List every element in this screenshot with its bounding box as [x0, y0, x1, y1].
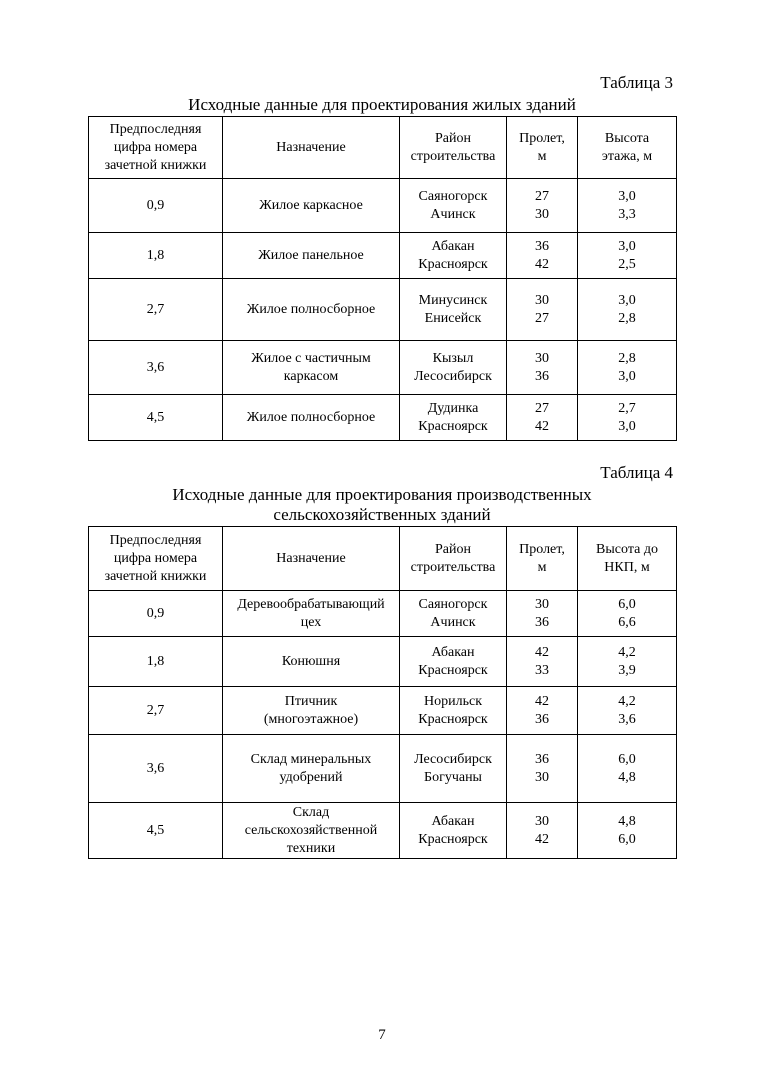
cell-text-line: Красноярск [418, 711, 488, 727]
cell-height [578, 591, 677, 637]
cell-digit: 3,6 [89, 341, 223, 395]
header-purpose [223, 117, 400, 179]
cell-purpose [223, 637, 400, 687]
cell-digit: 4,5 [89, 395, 223, 441]
cell-region [400, 179, 507, 233]
cell-text-line: Саяногорск [418, 596, 488, 612]
cell-text-line: 3,3 [618, 206, 636, 222]
cell-text-line: 36 [535, 711, 549, 727]
cell-purpose [223, 735, 400, 803]
cell-text-line: 3,0 [618, 292, 636, 308]
cell-text-line: Дудинка [427, 400, 479, 416]
cell-height [578, 687, 677, 735]
cell-height [578, 395, 677, 441]
header-height [578, 527, 677, 591]
table-4 [88, 526, 677, 859]
cell-text-line: 36 [535, 751, 549, 767]
cell-text-line: Норильск [424, 693, 482, 709]
cell-text-line: Деревообрабатывающий [237, 596, 385, 612]
cell-text-line: 30 [535, 769, 549, 785]
cell-text-line: 30 [535, 596, 549, 612]
cell-text-line: м [537, 559, 547, 575]
cell-text-line: Красноярск [418, 418, 488, 434]
cell-text-line: 30 [535, 813, 549, 829]
cell-text-line: зачетной книжки [104, 568, 207, 584]
cell-purpose [223, 233, 400, 279]
cell-text-line: 3,0 [618, 418, 636, 434]
cell-span [507, 279, 578, 341]
table-row [89, 687, 677, 735]
cell-text-line: Абакан [431, 644, 475, 660]
cell-text-line: Конюшня [281, 653, 341, 669]
cell-digit: 4,5 [89, 803, 223, 859]
cell-text-line: 3,0 [618, 238, 636, 254]
table-4-caption: Таблица 4 [600, 463, 673, 482]
cell-text-line: Жилое полносборное [246, 409, 376, 425]
table-4-title-line-1: Исходные данные для проектирования производственных [172, 485, 592, 504]
table-row [89, 341, 677, 395]
cell-height [578, 179, 677, 233]
cell-text-line: Лесосибирск [414, 751, 492, 767]
cell-region [400, 591, 507, 637]
header-height [578, 117, 677, 179]
header-region [400, 527, 507, 591]
header-span [507, 117, 578, 179]
cell-span [507, 341, 578, 395]
cell-text-line: Район [435, 130, 471, 146]
cell-text-line: Красноярск [418, 256, 488, 272]
cell-text-line: Ачинск [430, 614, 476, 630]
cell-region [400, 233, 507, 279]
cell-text-line: 3,0 [618, 188, 636, 204]
cell-text-line: м [537, 148, 547, 164]
cell-height [578, 279, 677, 341]
cell-text-line: 2,5 [618, 256, 636, 272]
table-4-header-row [89, 527, 677, 591]
cell-text-line: 4,8 [618, 813, 636, 829]
table-row [89, 803, 677, 859]
cell-span [507, 687, 578, 735]
cell-text-line: Абакан [431, 813, 475, 829]
cell-purpose [223, 179, 400, 233]
cell-span [507, 803, 578, 859]
cell-digit: 2,7 [89, 687, 223, 735]
cell-text-line: каркасом [283, 368, 339, 384]
cell-text-line: Жилое панельное [258, 247, 364, 263]
table-4-title-line-2: сельскохозяйственных зданий [273, 505, 491, 524]
cell-text-line: Енисейск [424, 310, 482, 326]
cell-text-line: Жилое полносборное [246, 301, 376, 317]
cell-text-line: Предпоследняя [109, 532, 202, 548]
cell-text-line: 42 [535, 418, 549, 434]
cell-text-line: Красноярск [418, 662, 488, 678]
cell-text-line: Богучаны [424, 769, 482, 785]
cell-text-line: этажа, м [601, 148, 653, 164]
cell-digit: 0,9 [89, 591, 223, 637]
cell-purpose [223, 279, 400, 341]
cell-span [507, 395, 578, 441]
cell-height [578, 233, 677, 279]
table-row [89, 179, 677, 233]
cell-region [400, 637, 507, 687]
cell-text-line: 42 [535, 256, 549, 272]
cell-digit: 0,9 [89, 179, 223, 233]
cell-text-line: 27 [535, 188, 549, 204]
cell-text-line: Жилое каркасное [259, 197, 363, 213]
cell-text-line: удобрений [279, 769, 343, 785]
cell-text-line: Предпоследняя [109, 121, 202, 137]
cell-text-line: Птичник [284, 693, 338, 709]
cell-text-line: 42 [535, 831, 549, 847]
cell-text-line: 30 [535, 206, 549, 222]
cell-text-line: 2,7 [618, 400, 636, 416]
cell-height [578, 803, 677, 859]
cell-text-line: цифра номера [113, 139, 198, 155]
cell-text-line: 3,6 [618, 711, 636, 727]
cell-text-line: Абакан [431, 238, 475, 254]
cell-text-line: 4,8 [618, 769, 636, 785]
cell-text-line: 36 [535, 368, 549, 384]
cell-text-line: 36 [535, 238, 549, 254]
cell-text-line: цифра номера [113, 550, 198, 566]
cell-text-line: 2,8 [618, 350, 636, 366]
cell-text-line: Высота [604, 130, 650, 146]
cell-text-line: 4,2 [618, 693, 636, 709]
cell-text-line: 36 [535, 614, 549, 630]
cell-digit: 1,8 [89, 233, 223, 279]
page-number: 7 [378, 1027, 386, 1043]
table-row [89, 233, 677, 279]
cell-region [400, 279, 507, 341]
cell-digit: 3,6 [89, 735, 223, 803]
header-span [507, 527, 578, 591]
cell-text-line: 42 [535, 644, 549, 660]
table-3 [88, 116, 677, 441]
cell-purpose [223, 803, 400, 859]
cell-text-line: Высота до [596, 541, 658, 557]
cell-span [507, 233, 578, 279]
cell-height [578, 735, 677, 803]
cell-text-line: НКП, м [604, 559, 650, 575]
cell-text-line: 6,0 [618, 596, 636, 612]
cell-text-line: 2,8 [618, 310, 636, 326]
cell-text-line: 6,0 [618, 831, 636, 847]
cell-text-line: Ачинск [430, 206, 476, 222]
cell-text-line: 30 [535, 292, 549, 308]
cell-text-line: 6,6 [618, 614, 636, 630]
header-purpose [223, 527, 400, 591]
cell-text-line: зачетной книжки [104, 157, 207, 173]
cell-text-line: Пролет, [519, 541, 565, 557]
cell-text-line: Пролет, [519, 130, 565, 146]
cell-text-line: Назначение [276, 139, 346, 155]
header-region [400, 117, 507, 179]
cell-text-line: Склад [292, 804, 330, 820]
cell-purpose [223, 395, 400, 441]
cell-height [578, 637, 677, 687]
cell-digit: 1,8 [89, 637, 223, 687]
cell-height [578, 341, 677, 395]
cell-region [400, 341, 507, 395]
cell-text-line: Саяногорск [418, 188, 488, 204]
cell-text-line: 30 [535, 350, 549, 366]
cell-text-line: Назначение [276, 550, 346, 566]
header-digit [89, 117, 223, 179]
cell-text-line: сельскохозяйственной [244, 822, 378, 838]
cell-text-line: (многоэтажное) [263, 711, 359, 727]
cell-region [400, 687, 507, 735]
table-row [89, 591, 677, 637]
cell-text-line: 33 [535, 662, 549, 678]
cell-region [400, 395, 507, 441]
cell-text-line: Район [435, 541, 471, 557]
cell-text-line: 27 [535, 310, 549, 326]
cell-purpose [223, 687, 400, 735]
header-digit [89, 527, 223, 591]
cell-digit: 2,7 [89, 279, 223, 341]
cell-text-line: строительства [410, 148, 496, 164]
cell-span [507, 591, 578, 637]
cell-text-line: техники [286, 840, 336, 856]
table-row [89, 637, 677, 687]
cell-region [400, 735, 507, 803]
table-row [89, 279, 677, 341]
cell-text-line: строительства [410, 559, 496, 575]
table-3-header-row [89, 117, 677, 179]
cell-text-line: 27 [535, 400, 549, 416]
cell-span [507, 637, 578, 687]
cell-text-line: 3,0 [618, 368, 636, 384]
cell-text-line: Красноярск [418, 831, 488, 847]
cell-purpose [223, 591, 400, 637]
cell-text-line: 6,0 [618, 751, 636, 767]
table-3-caption: Таблица 3 [600, 73, 673, 92]
cell-text-line: Минусинск [418, 292, 488, 308]
table-row [89, 395, 677, 441]
cell-text-line: Кызыл [432, 350, 474, 366]
cell-purpose [223, 341, 400, 395]
cell-span [507, 735, 578, 803]
cell-text-line: 42 [535, 693, 549, 709]
cell-text-line: цех [300, 614, 322, 630]
table-3-title: Исходные данные для проектирования жилых зданий [188, 95, 576, 114]
cell-text-line: 3,9 [618, 662, 636, 678]
cell-text-line: Склад минеральных [250, 751, 372, 767]
cell-text-line: 4,2 [618, 644, 636, 660]
table-row [89, 735, 677, 803]
cell-span [507, 179, 578, 233]
cell-text-line: Лесосибирск [414, 368, 492, 384]
cell-text-line: Жилое с частичным [251, 350, 371, 366]
cell-region [400, 803, 507, 859]
